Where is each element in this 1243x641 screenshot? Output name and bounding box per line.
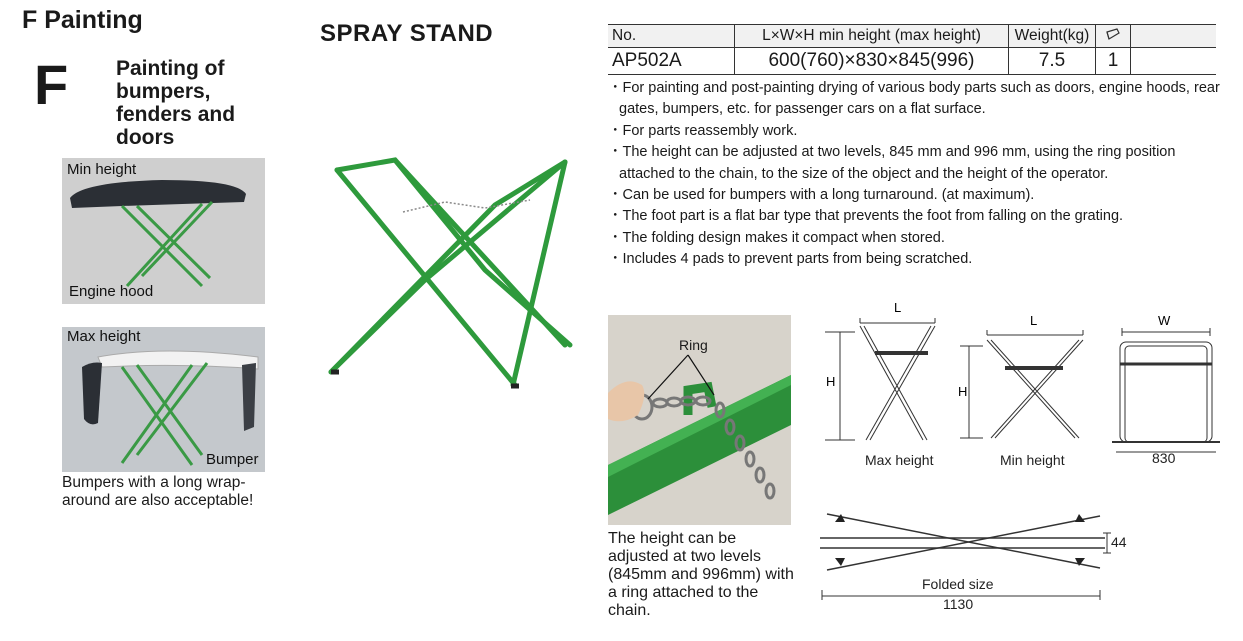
photo-caption: Bumpers with a long wrap-around are also acceptable! bbox=[62, 474, 254, 509]
max-height-caption: Max height bbox=[865, 452, 934, 468]
ring-photo bbox=[608, 315, 791, 525]
box-icon bbox=[1096, 25, 1131, 48]
feature-item: ・For painting and post-painting drying of various body parts such as doors, engine hoods, rear gates, bumpers, etc. for passenger cars on a flat surface. bbox=[608, 80, 1220, 118]
min-l-text: L bbox=[1030, 313, 1038, 328]
cell-dimensions: 600(760)×830×845(996) bbox=[735, 48, 1009, 75]
spec-table bbox=[608, 24, 1216, 75]
cell-weight: 7.5 bbox=[1009, 48, 1096, 75]
bumper-label: Bumper bbox=[206, 451, 259, 468]
header-no: No. bbox=[608, 25, 735, 48]
header-weight: Weight(kg) bbox=[1009, 25, 1096, 48]
product-title: SPRAY STAND bbox=[320, 20, 494, 47]
feature-item: ・The foot part is a flat bar type that prevents the foot from falling on the grating. bbox=[608, 208, 1124, 225]
ring-label: Ring bbox=[679, 337, 708, 353]
folded-thickness: 44 bbox=[1111, 534, 1127, 550]
spray-stand-image bbox=[325, 150, 575, 395]
front-w-text: W bbox=[1158, 313, 1171, 328]
min-height-label: Min height bbox=[67, 161, 137, 178]
header-empty bbox=[1131, 25, 1217, 48]
front-view-diagram bbox=[1110, 312, 1220, 462]
feature-item: ・For parts reassembly work. bbox=[608, 122, 798, 139]
section-title: F Painting bbox=[22, 6, 143, 34]
cell-empty bbox=[1131, 48, 1217, 75]
front-width-dimension: 830 bbox=[1152, 450, 1176, 466]
min-height-photo bbox=[62, 158, 265, 304]
spec-row bbox=[608, 48, 1216, 75]
cell-qty: 1 bbox=[1096, 48, 1131, 75]
min-h-text: H bbox=[958, 384, 968, 399]
engine-hood-label: Engine hood bbox=[69, 283, 154, 300]
feature-item: ・Can be used for bumpers with a long turnaround. (at maximum). bbox=[608, 187, 1035, 204]
cell-model: AP502A bbox=[608, 48, 735, 75]
section-letter: F bbox=[34, 53, 69, 116]
spec-header-row bbox=[608, 25, 1216, 48]
max-height-diagram bbox=[820, 298, 945, 473]
feature-item: ・The height can be adjusted at two levels, 845 mm and 996 mm, using the ring position attached to the chain, to the size of the object and the height of the operator. bbox=[608, 144, 1176, 182]
max-height-photo bbox=[62, 327, 265, 472]
folded-length: 1130 bbox=[943, 596, 974, 612]
min-height-caption: Min height bbox=[1000, 452, 1065, 468]
feature-item: ・The folding design makes it compact when stored. bbox=[608, 229, 945, 246]
feature-item: ・Includes 4 pads to prevent parts from being scratched. bbox=[608, 251, 973, 268]
max-h-text: H bbox=[826, 374, 836, 389]
max-l-text: L bbox=[894, 300, 902, 315]
category-heading: Painting of bumpers, fenders and doors bbox=[116, 57, 236, 149]
feature-list bbox=[608, 78, 1228, 271]
ring-caption: The height can be adjusted at two levels (845mm and 996mm) with a ring attached to the chain. bbox=[608, 530, 794, 619]
min-height-diagram bbox=[955, 310, 1090, 460]
max-height-label: Max height bbox=[67, 328, 141, 345]
folded-caption: Folded size bbox=[922, 576, 994, 592]
header-dimensions: L×W×H min height (max height) bbox=[735, 25, 1009, 48]
